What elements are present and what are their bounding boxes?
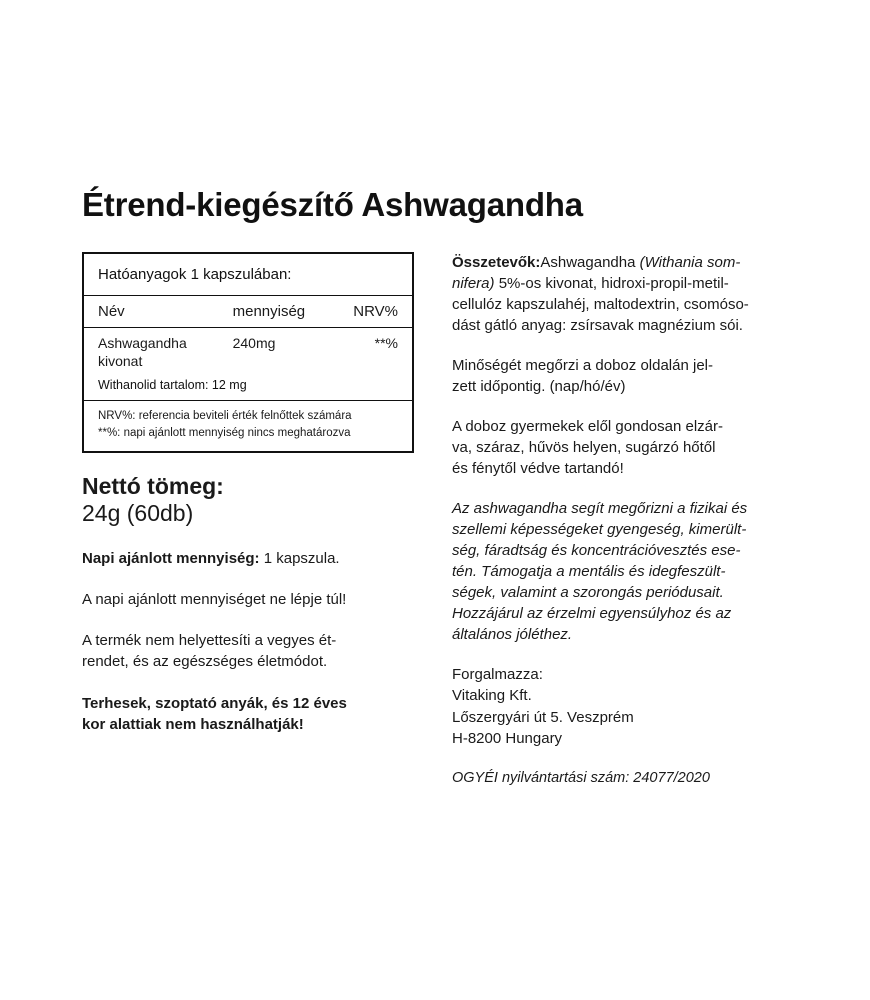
registration-number: OGYÉI nyilvántartási szám: 24077/2020 — [452, 770, 710, 787]
distributor-city: H-8200 Hungary — [452, 729, 563, 747]
storage-note — [452, 416, 792, 479]
benefits-line6: Hozzájárul az érzelmi egyensúlyhoz és az — [452, 605, 732, 622]
daily-dose-value: 1 kapszula. — [259, 549, 340, 567]
withanolide-content: Withanolid tartalom: 12 mg — [98, 378, 247, 392]
net-weight-label: Nettó tömeg: — [82, 473, 224, 500]
supplement-facts-heading: Hatóanyagok 1 kapszulában: — [98, 266, 292, 283]
ingredient-name-line2: kivonat — [98, 352, 143, 369]
ingredient-name-line1: Ashwagandha — [98, 335, 187, 351]
storage-line2: va, száraz, hűvös helyen, sugárzó hőtől — [452, 439, 716, 456]
ingredients-label: Összetevők: — [452, 254, 541, 271]
ingredients-text-2: 5%-os kivonat, hidroxi-propil-metil- — [494, 275, 729, 292]
daily-dose-label: Napi ajánlott mennyiség: — [82, 549, 260, 567]
benefits-line7: általános jóléthez. — [452, 626, 573, 643]
pregnancy-warning-line1: Terhesek, szoptató anyák, és 12 éves — [82, 694, 347, 712]
column-header-nrv: NRV% — [353, 303, 398, 320]
left-column — [82, 252, 418, 735]
benefits-line1: Az ashwagandha segít megőrizni a fizikai és — [452, 500, 748, 517]
column-header-name: Név — [98, 303, 125, 320]
ingredients-paragraph — [452, 252, 792, 336]
net-weight — [82, 473, 418, 527]
ingredient-nrv: **% — [374, 335, 398, 351]
benefits-line5: ségek, valamint a szorongás periódusait. — [452, 584, 724, 601]
page-title: Étrend-kiegészítő Ashwagandha — [82, 186, 583, 223]
ingredients-text-3: cellulóz kapszulahéj, maltodextrin, csomóso- — [452, 296, 749, 313]
not-substitute-note — [82, 630, 418, 673]
net-weight-value: 24g (60db) — [82, 500, 194, 527]
pregnancy-warning-line2: kor alattiak nem használhatják! — [82, 716, 304, 734]
do-not-exceed-note: A napi ajánlott mennyiséget ne lépje túl! — [82, 590, 347, 608]
pregnancy-warning — [82, 693, 418, 736]
footnote-nrv: NRV%: referencia beviteli érték felnőttek számára — [98, 410, 352, 422]
facts-footnotes — [98, 401, 398, 441]
ingredient-amount: 240mg — [232, 335, 276, 351]
shelf-life-line2: zett időpontig. (nap/hó/év) — [452, 378, 626, 395]
table-row — [98, 328, 398, 372]
not-substitute-line1: A termék nem helyettesíti a vegyes ét- — [82, 632, 337, 650]
footnote-asterisk: **%: napi ajánlott mennyiség nincs meghatározva — [98, 426, 351, 439]
distributor-street: Lőszergyári út 5. Veszprém — [452, 708, 634, 726]
column-header-amount: mennyiség — [232, 303, 306, 320]
ingredient-name — [98, 335, 233, 370]
shelf-life-note — [452, 355, 792, 397]
shelf-life-line1: Minőségét megőrzi a doboz oldalán jel- — [452, 357, 713, 374]
distributor-block — [452, 664, 792, 749]
ingredients-text-1: Ashwagandha — [540, 254, 640, 271]
distributor-name: Vitaking Kft. — [452, 687, 532, 705]
storage-line1: A doboz gyermekek elől gondosan elzár- — [452, 418, 723, 435]
benefits-note — [452, 498, 792, 645]
not-substitute-line2: rendet, és az egészséges életmódot. — [82, 653, 328, 671]
distributor-label: Forgalmazza: — [452, 666, 543, 683]
ingredients-text-4: dást gátló anyag: zsírsavak magnézium sói. — [452, 317, 743, 334]
supplement-facts-header-row — [98, 296, 398, 327]
daily-dose — [82, 548, 418, 569]
right-column — [452, 252, 792, 788]
supplement-facts-box — [82, 252, 414, 453]
storage-line3: és fénytől védve tartandó! — [452, 460, 624, 477]
benefits-line2: szellemi képességeket gyengeség, kimerült- — [452, 521, 747, 538]
benefits-line4: tén. Támogatja a mentális és idegfeszült- — [452, 563, 726, 580]
ingredients-latin-line1: (Withania som- — [639, 254, 741, 271]
benefits-line3: ség, fáradtság és koncentrációvesztés ese- — [452, 542, 741, 559]
ingredients-latin-line2: nifera) — [452, 275, 495, 292]
